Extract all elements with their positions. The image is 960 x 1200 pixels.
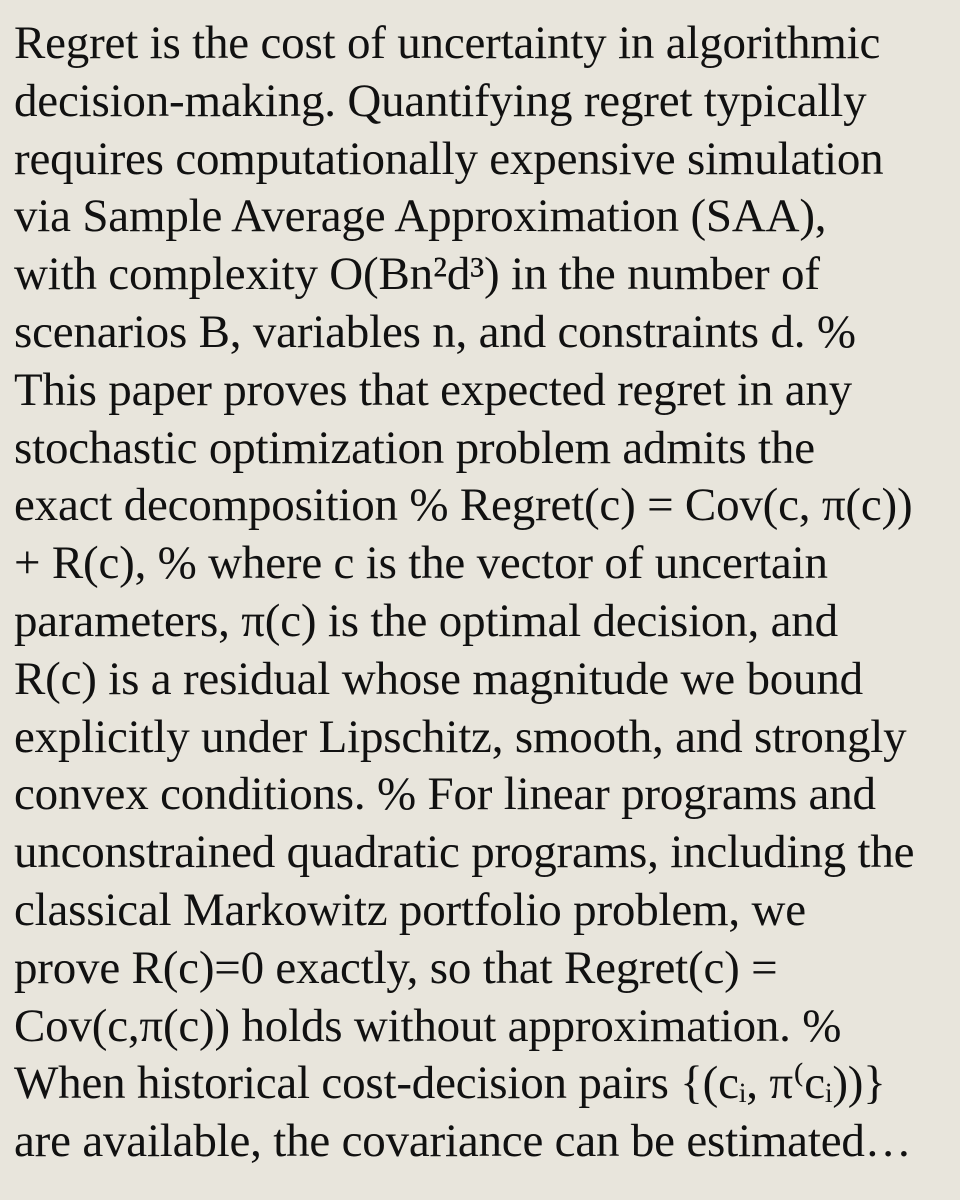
text-line: parameters, π(c) is the optimal decision, and	[14, 594, 838, 647]
text-line: R(c) is a residual whose magnitude we bound	[14, 652, 863, 705]
text-line: exact decomposition % Regret(c) = Cov(c, π(c))	[14, 479, 913, 532]
text-line: + R(c), % where c is the vector of uncertain	[14, 537, 828, 590]
text-line: via Sample Average Approximation (SAA),	[14, 190, 827, 243]
text-line: Cov(c,π(c)) holds without approximation. %	[14, 999, 842, 1052]
text-line: are available, the covariance can be estimated…	[14, 1115, 912, 1168]
text-line: decision-making. Quantifying regret typically	[14, 74, 867, 127]
text-line: convex conditions. % For linear programs and	[14, 768, 876, 821]
text-line: unconstrained quadratic programs, including the	[14, 826, 915, 879]
text-line: with complexity O(Bn²d³) in the number of	[14, 248, 820, 301]
abstract-text	[14, 15, 952, 1171]
text-line: classical Markowitz portfolio problem, we	[14, 883, 806, 936]
text-line: scenarios B, variables n, and constraints d. %	[14, 305, 856, 358]
text-line: When historical cost-decision pairs {(cᵢ, π⁽cᵢ))}	[14, 1057, 886, 1110]
text-line: prove R(c)=0 exactly, so that Regret(c) =	[14, 941, 778, 994]
text-line: explicitly under Lipschitz, smooth, and strongly	[14, 710, 907, 763]
text-line: This paper proves that expected regret in any	[14, 363, 852, 416]
text-line: stochastic optimization problem admits the	[14, 421, 815, 474]
text-line: requires computationally expensive simulation	[14, 132, 884, 185]
text-line: Regret is the cost of uncertainty in algorithmic	[14, 17, 881, 69]
